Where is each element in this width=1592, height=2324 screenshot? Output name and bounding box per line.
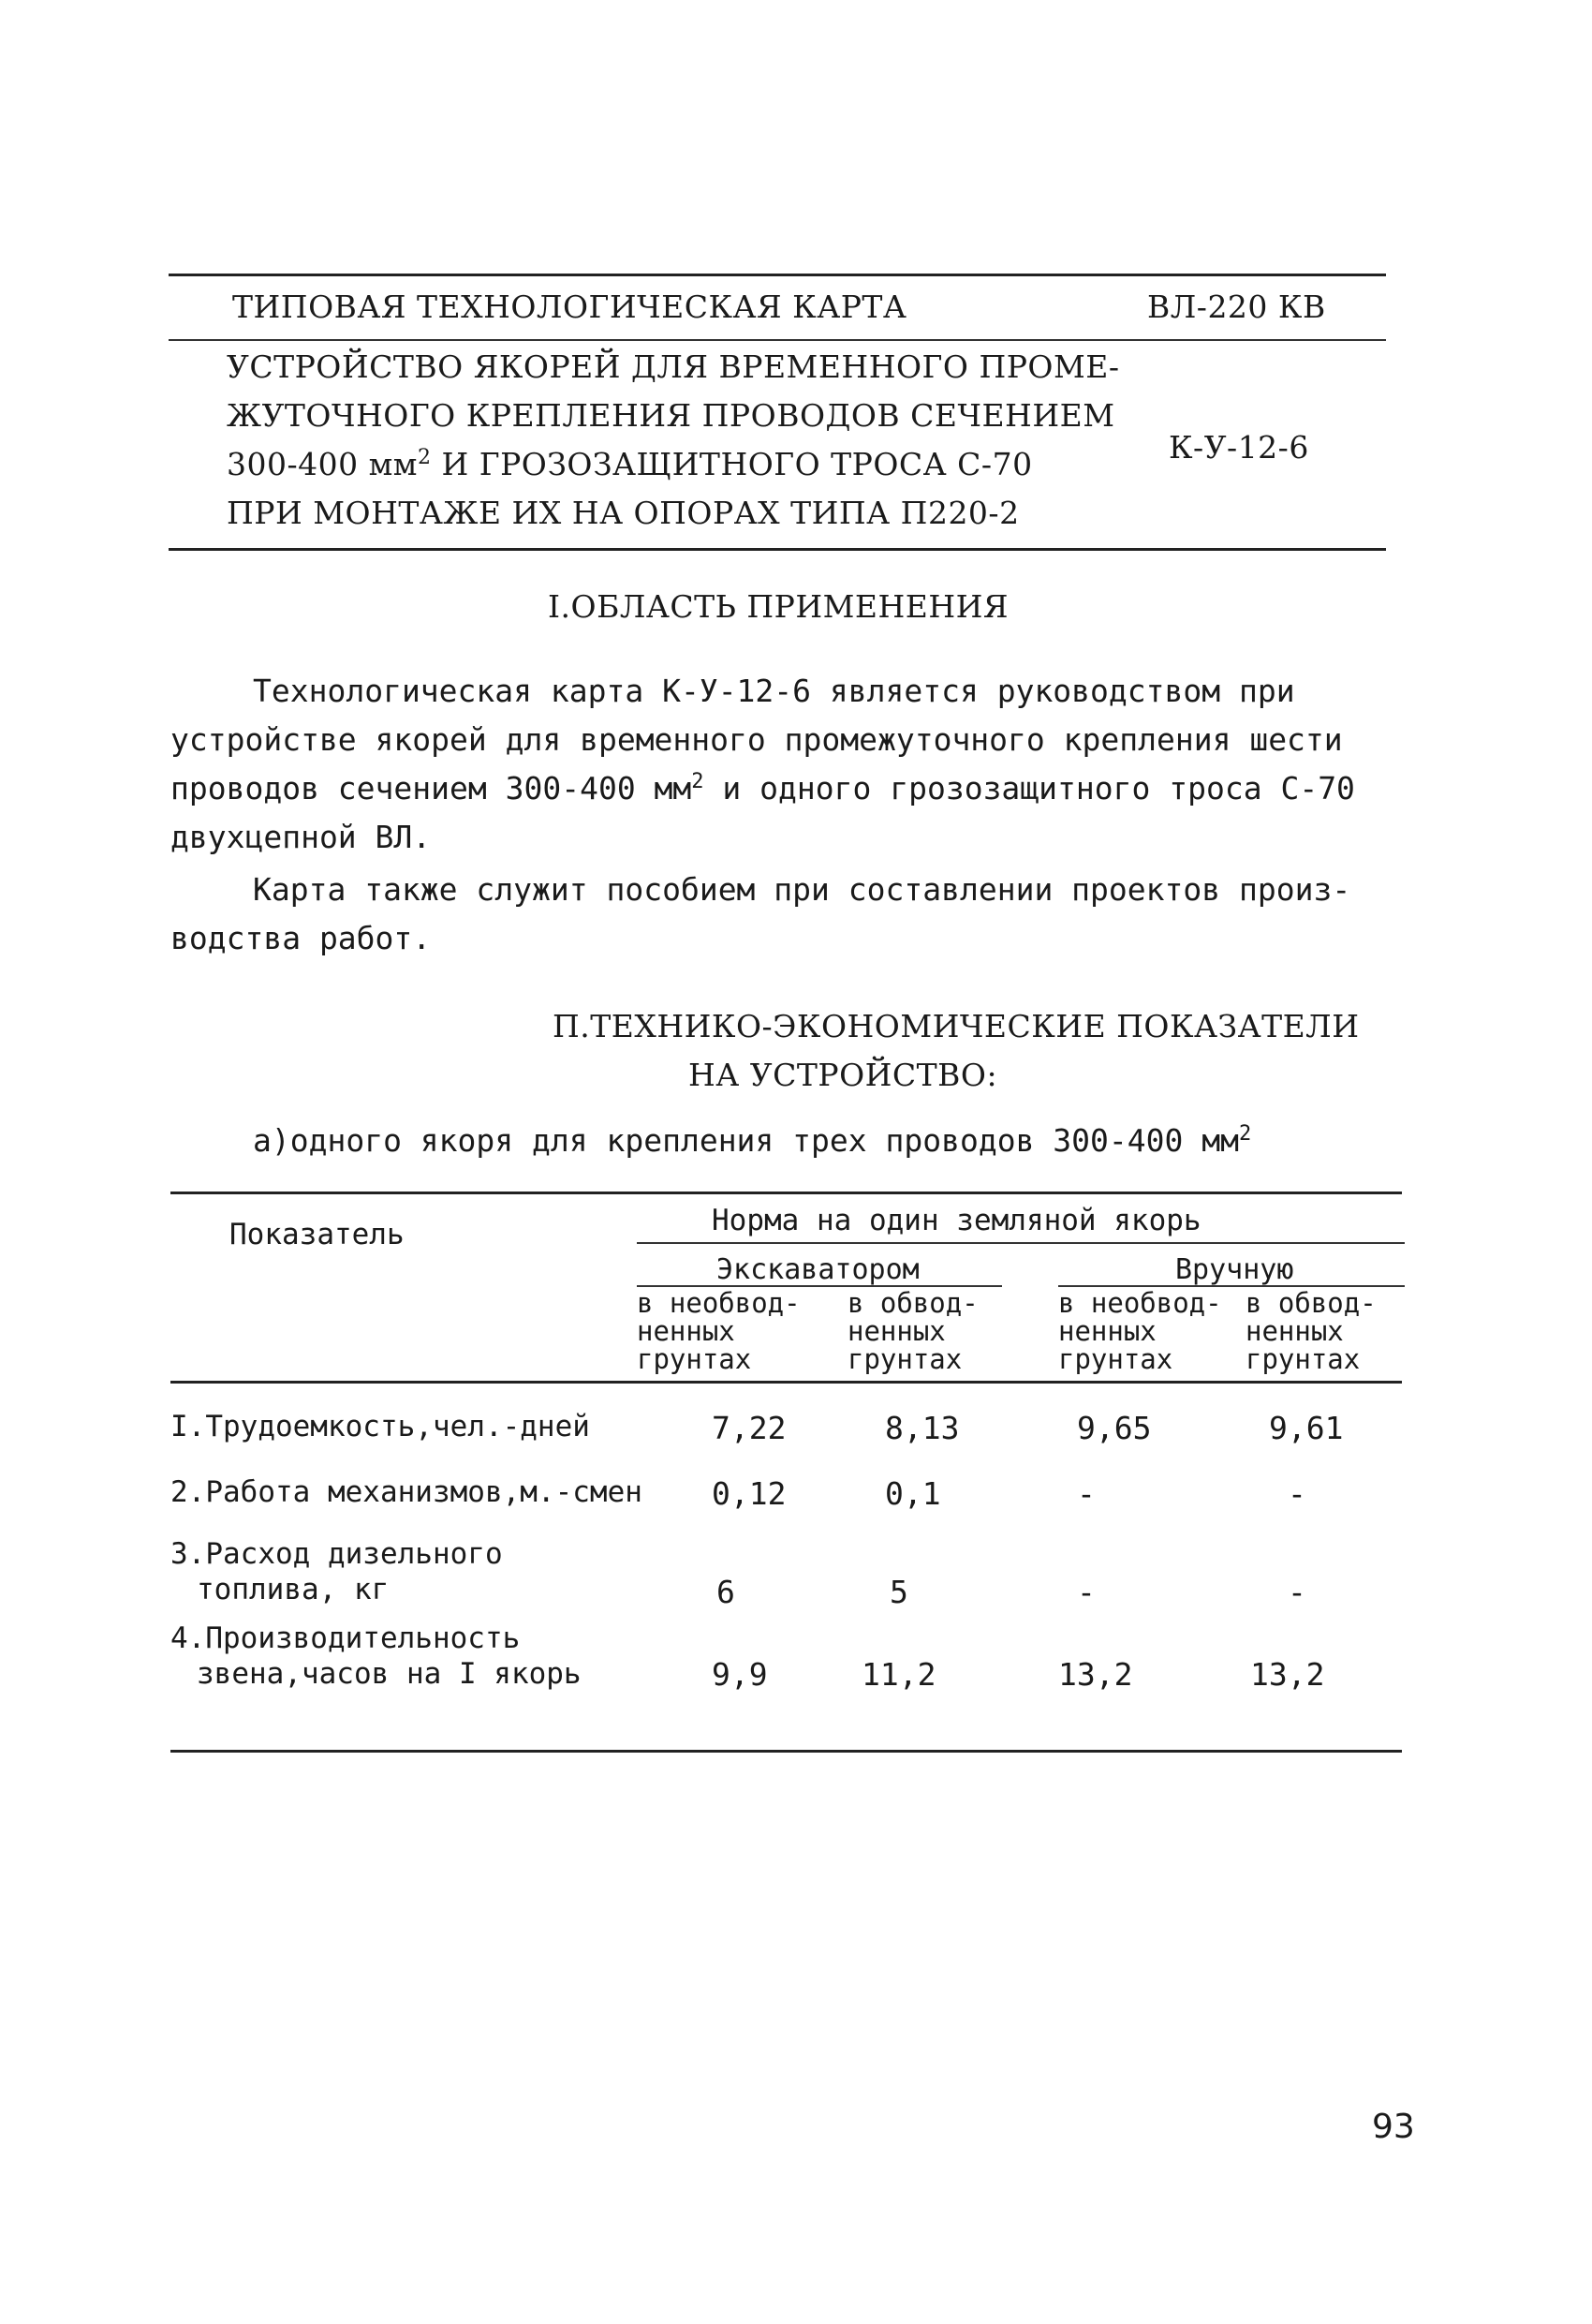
line-code: ВЛ-220 КВ	[1147, 289, 1326, 325]
s1-p1-line3	[170, 770, 1355, 807]
table-row-3-v1: 6	[716, 1574, 735, 1610]
table-row-4-label-l1: 4.Производительность	[170, 1621, 521, 1655]
col-header-1-l3: грунтах	[637, 1343, 752, 1375]
col-header-4-l3: грунтах	[1246, 1343, 1361, 1375]
col-header-4	[1246, 1289, 1377, 1373]
group-header-rule	[637, 1242, 1405, 1244]
table-row-1-v1: 7,22	[712, 1410, 787, 1446]
table-row-4-v2: 11,2	[862, 1656, 936, 1693]
title-line-3	[227, 446, 1033, 482]
table-row-2-v2: 0,1	[885, 1475, 941, 1512]
table-row-3-label-l2: топлива, кг	[197, 1573, 390, 1606]
s1-p2-line2: водства работ.	[170, 920, 432, 956]
col-header-1-l1: в необвод-	[637, 1287, 801, 1319]
s1-p1-line3a: проводов сечением 300-400 мм	[170, 770, 692, 807]
group-header: Норма на один земляной якорь	[712, 1204, 1201, 1237]
section2-heading-line2: НА УСТРОЙСТВО:	[688, 1057, 998, 1093]
col-header-2-l3: грунтах	[848, 1343, 963, 1375]
col-header-4-l2: ненных	[1246, 1315, 1344, 1347]
title-line-1: УСТРОЙСТВО ЯКОРЕЙ ДЛЯ ВРЕМЕННОГО ПРОМЕ-	[227, 348, 1120, 385]
s1-p1-line4: двухцепной ВЛ.	[170, 819, 432, 855]
table-row-2-label: 2.Работа механизмов,м.-смен	[170, 1475, 642, 1509]
table-row-1-label: I.Трудоемкость,чел.-дней	[170, 1410, 590, 1443]
table-row-2-v4: -	[1288, 1475, 1306, 1512]
card-type: ТИПОВАЯ ТЕХНОЛОГИЧЕСКАЯ КАРТА	[232, 289, 907, 325]
header-bottom-rule	[169, 548, 1386, 551]
title-line-2: ЖУТОЧНОГО КРЕПЛЕНИЯ ПРОВОДОВ СЕЧЕНИЕМ	[227, 397, 1115, 434]
table-row-2-v3: -	[1077, 1475, 1096, 1512]
table-top-rule	[170, 1192, 1402, 1194]
section2-subheading	[253, 1122, 1251, 1159]
section2-heading-line1: П.ТЕХНИКО-ЭКОНОМИЧЕСКИЕ ПОКАЗАТЕЛИ	[553, 1008, 1360, 1044]
col-header-2-l1: в обвод-	[848, 1287, 979, 1319]
col-header-3-l1: в необвод-	[1058, 1287, 1222, 1319]
table-row-1-v3: 9,65	[1077, 1410, 1152, 1446]
col-header-4-l1: в обвод-	[1246, 1287, 1377, 1319]
section2-subheading-sup: 2	[1239, 1122, 1252, 1146]
col-header-3	[1058, 1289, 1222, 1373]
col-header-1-l2: ненных	[637, 1315, 735, 1347]
table-row-4-v1: 9,9	[712, 1656, 768, 1693]
title-line-3b: И ГРОЗОЗАЩИТНОГО ТРОСА С-70	[441, 446, 1033, 482]
title-sup: 2	[417, 446, 432, 469]
page-number: 93	[1372, 2108, 1415, 2146]
table-row-1-v4: 9,61	[1269, 1410, 1344, 1446]
table-row-3-label	[170, 1536, 503, 1607]
table-row-3-label-l1: 3.Расход дизельного	[170, 1537, 503, 1571]
section2-subheading-text: а)одного якоря для крепления трех проводов 300-400 мм	[253, 1122, 1239, 1159]
col-header-1	[637, 1289, 801, 1373]
col-header-2	[848, 1289, 979, 1373]
col-header-2-l2: ненных	[848, 1315, 946, 1347]
header-top-rule	[169, 274, 1386, 276]
table-row-4-label	[170, 1621, 582, 1692]
table-row-3-v3: -	[1077, 1574, 1096, 1610]
s1-p2-line1: Карта также служит пособием при составлении проектов произ-	[253, 871, 1351, 908]
sub-excavator-header: Экскаватором	[716, 1253, 920, 1286]
card-code: К-У-12-6	[1169, 429, 1309, 466]
col-indicator-header: Показатель	[229, 1218, 405, 1251]
table-bottom-rule	[170, 1750, 1402, 1753]
s1-p1-line3b: и одного грозозащитного троса С-70	[722, 770, 1355, 807]
title-line-4: ПРИ МОНТАЖЕ ИХ НА ОПОРАХ ТИПА П220-2	[227, 495, 1020, 531]
s1-p1-sup: 2	[691, 770, 704, 793]
col-header-3-l2: ненных	[1058, 1315, 1157, 1347]
header-mid-rule	[169, 339, 1386, 341]
s1-p1-line2: устройстве якорей для временного промежуточного крепления шести	[170, 721, 1343, 758]
table-row-4-label-l2: звена,часов на I якорь	[197, 1657, 582, 1691]
table-row-4-v4: 13,2	[1250, 1656, 1325, 1693]
section1-heading: I.ОБЛАСТЬ ПРИМЕНЕНИЯ	[548, 588, 1010, 625]
table-row-3-v4: -	[1288, 1574, 1306, 1610]
sub-manual-header: Вручную	[1175, 1253, 1294, 1286]
title-line-3a: 300-400 мм	[227, 446, 418, 482]
table-row-1-v2: 8,13	[885, 1410, 960, 1446]
col-header-3-l3: грунтах	[1058, 1343, 1173, 1375]
table-row-2-v1: 0,12	[712, 1475, 787, 1512]
table-row-3-v2: 5	[890, 1574, 908, 1610]
table-row-4-v3: 13,2	[1058, 1656, 1133, 1693]
s1-p1-line1: Технологическая карта К-У-12-6 является руководством при	[253, 673, 1295, 709]
table-header-rule	[170, 1381, 1402, 1384]
